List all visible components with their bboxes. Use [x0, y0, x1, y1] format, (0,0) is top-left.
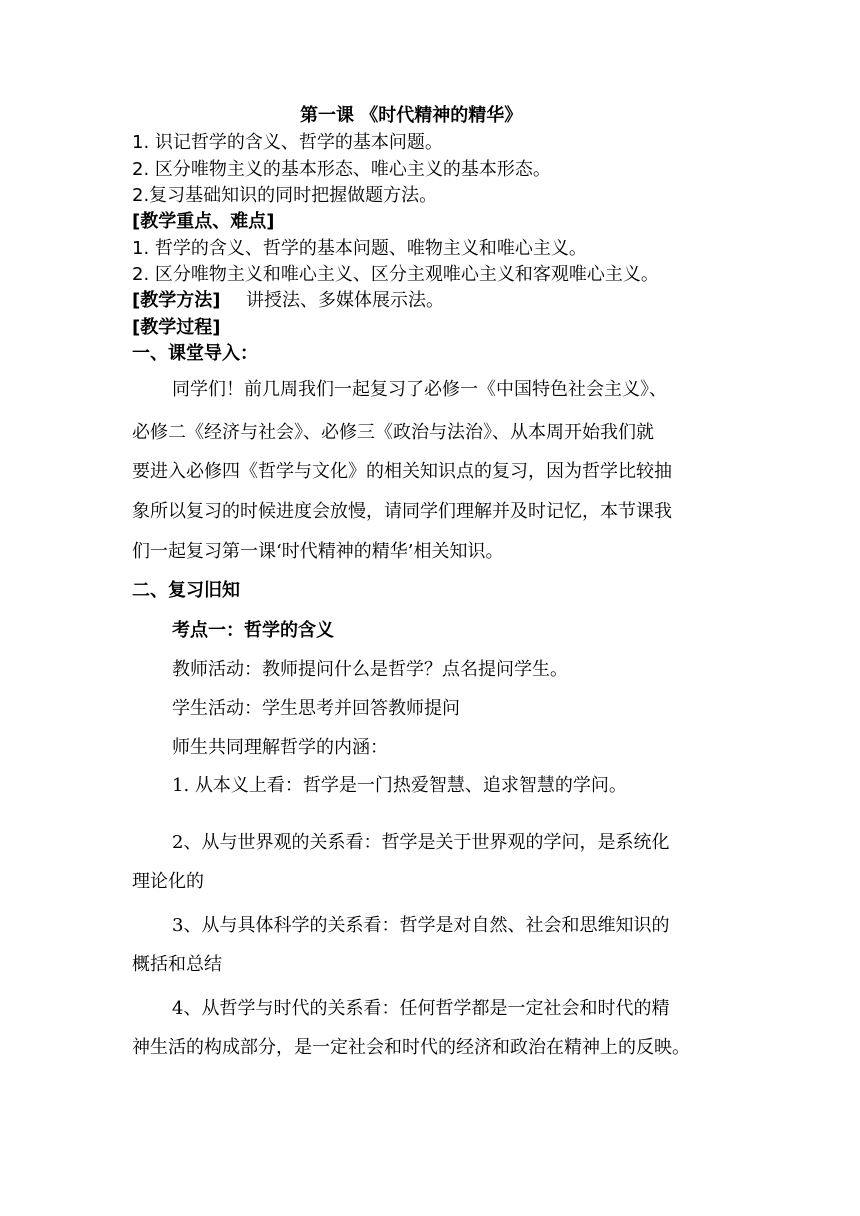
point-4-line-2: 神生活的构成部分，是一定社会和时代的经济和政治在精神上的反映。	[132, 1037, 690, 1058]
objective-1: 1. 识记哲学的含义、哲学的基本问题。	[132, 132, 443, 153]
intro-line-1: 同学们！前几周我们一起复习了必修一《中国特色社会主义》、	[172, 379, 667, 400]
method-text: 讲授法、多媒体展示法。	[246, 290, 444, 311]
point-3-line-2: 概括和总结	[132, 954, 222, 975]
key-point-2: 2. 区分唯物主义和唯心主义、区分主观唯心主义和客观唯心主义。	[132, 264, 659, 285]
objective-3: 2.复习基础知识的同时把握做题方法。	[132, 185, 438, 206]
intro-line-4: 象所以复习的时候进度会放慢，请同学们理解并及时记忆，本节课我	[132, 501, 672, 522]
teacher-activity: 教师活动：教师提问什么是哲学？点名提问学生。	[172, 659, 568, 680]
section1-heading: 一、课堂导入：	[132, 343, 258, 364]
point-2-line-2: 理论化的	[132, 871, 204, 892]
page-title: 第一课 《时代精神的精华》	[300, 105, 523, 126]
student-activity: 学生活动：学生思考并回答教师提问	[172, 698, 460, 719]
key-points-heading: [教学重点、难点]	[132, 211, 275, 232]
point-3-line-1: 3、从与具体科学的关系看：哲学是对自然、社会和思维知识的	[172, 915, 670, 936]
section2-heading: 二、复习旧知	[132, 580, 240, 601]
point-2-line-1: 2、从与世界观的关系看：哲学是关于世界观的学问，是系统化	[172, 832, 670, 853]
method-heading: [教学方法]	[132, 290, 221, 311]
intro-line-3: 要进入必修四《哲学与文化》的相关知识点的复习，因为哲学比较抽	[132, 461, 672, 482]
point-4-line-1: 4、从哲学与时代的关系看：任何哲学都是一定社会和时代的精	[172, 998, 670, 1019]
intro-line-2: 必修二《经济与社会》、必修三《政治与法治》、从本周开始我们就	[132, 422, 654, 443]
kaodian-heading: 考点一：哲学的含义	[172, 620, 334, 641]
process-heading: [教学过程]	[132, 317, 221, 338]
intro-line-5: 们一起复习第一课‘时代精神的精华’相关知识。	[132, 541, 504, 562]
objective-2: 2. 区分唯物主义的基本形态、唯心主义的基本形态。	[132, 159, 551, 180]
together-line: 师生共同理解哲学的内涵：	[172, 737, 388, 758]
key-point-1: 1. 哲学的含义、哲学的基本问题、唯物主义和唯心主义。	[132, 238, 587, 259]
point-1: 1. 从本义上看：哲学是一门热爱智慧、追求智慧的学问。	[172, 775, 627, 796]
